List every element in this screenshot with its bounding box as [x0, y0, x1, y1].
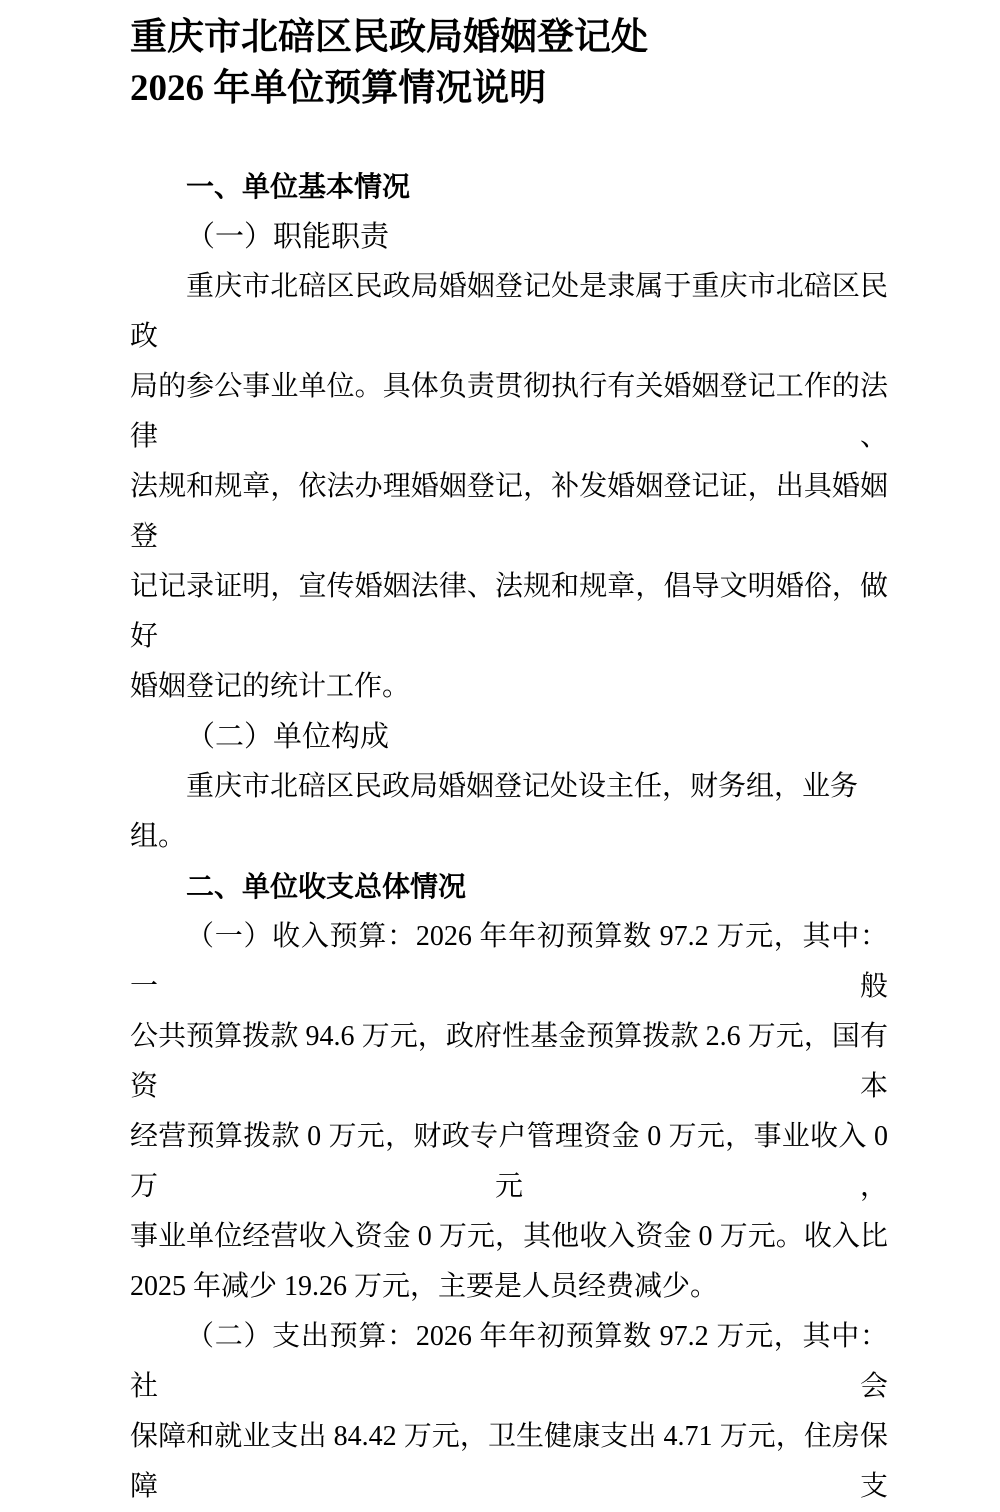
- text-line: 记记录证明，宣传婚姻法律、法规和规章，倡导文明婚俗，做好: [130, 571, 888, 652]
- document-body: [130, 162, 888, 1512]
- text-line: 法规和规章，依法办理婚姻登记，补发婚姻登记证，出具婚姻登: [130, 471, 888, 552]
- section-heading-1: 一、单位基本情况: [186, 171, 411, 202]
- paragraph-structure: [130, 762, 888, 862]
- text-line: 2025 年减少 19.26 万元，主要是人员经费减少。: [130, 1271, 719, 1302]
- text-line: 公共预算拨款 94.6 万元，政府性基金预算拨款 2.6 万元，国有资本: [130, 1021, 888, 1102]
- document-title: [130, 12, 888, 114]
- subsection-heading-1-2: （二）单位构成: [186, 721, 390, 753]
- text-line: 重庆市北碚区民政局婚姻登记处是隶属于重庆市北碚区民政: [130, 271, 888, 352]
- text-line: 局的参公事业单位。具体负责贯彻执行有关婚姻登记工作的法律、: [130, 371, 888, 452]
- title-line-2: 2026 年单位预算情况说明: [130, 68, 547, 109]
- subsection-heading-1-1: （一）职能职责: [186, 221, 390, 253]
- section-heading-2: 二、单位收支总体情况: [186, 871, 467, 902]
- text-line: （二）支出预算：2026 年年初预算数 97.2 万元，其中：社会: [130, 1321, 888, 1402]
- text-line: 事业单位经营收入资金 0 万元，其他收入资金 0 万元。收入比: [130, 1221, 888, 1252]
- title-line-1: 重庆市北碚区民政局婚姻登记处: [130, 17, 648, 58]
- text-line: 重庆市北碚区民政局婚姻登记处设主任，财务组，业务组。: [130, 771, 859, 852]
- text-line: （一）收入预算：2026 年年初预算数 97.2 万元，其中：一般: [130, 921, 888, 1002]
- text-line: 经营预算拨款 0 万元，财政专户管理资金 0 万元，事业收入 0 万元，: [130, 1121, 888, 1202]
- text-line: 保障和就业支出 84.42 万元，卫生健康支出 4.71 万元，住房保障支: [130, 1421, 888, 1502]
- paragraph-income-budget: [130, 912, 888, 1312]
- text-line: 婚姻登记的统计工作。: [130, 671, 411, 702]
- paragraph-duties: [130, 262, 888, 712]
- paragraph-expenditure-budget: [130, 1312, 888, 1512]
